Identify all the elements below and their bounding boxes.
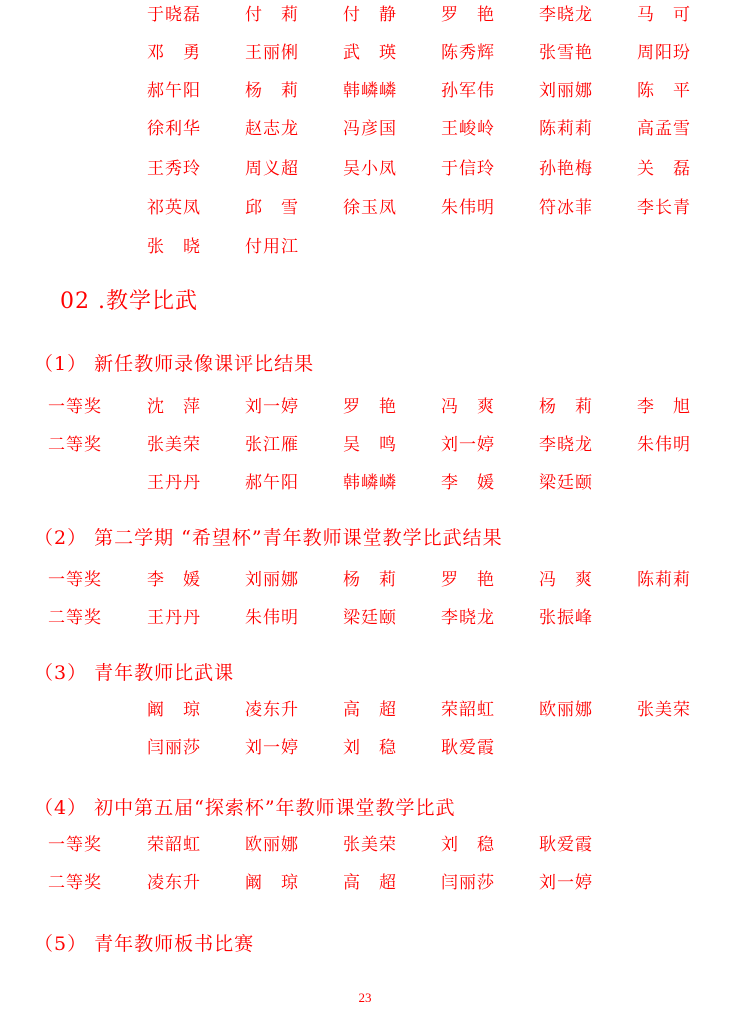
name-cell: 郝午阳 — [147, 81, 201, 101]
name-cell: 罗 艳 — [343, 397, 397, 417]
award-label: 二等奖 — [48, 873, 102, 893]
name-cell: 刘 稳 — [343, 738, 397, 758]
section-heading: 02 .教学比武 — [60, 289, 198, 314]
name-cell: 韩嶙嶙 — [343, 473, 397, 493]
name-cell: 梁廷颐 — [539, 473, 593, 493]
name-cell: 李 旭 — [637, 397, 691, 417]
name-cell: 张振峰 — [539, 608, 593, 628]
name-cell: 王秀玲 — [147, 159, 201, 179]
name-cell: 张雪艳 — [539, 43, 593, 63]
name-cell: 冯 爽 — [441, 397, 495, 417]
name-cell: 张江雁 — [245, 435, 299, 455]
name-cell: 邓 勇 — [147, 43, 201, 63]
name-cell: 吴 鸣 — [343, 435, 397, 455]
name-cell: 于晓磊 — [147, 5, 201, 25]
name-cell: 赵志龙 — [245, 119, 299, 139]
name-cell: 朱伟明 — [245, 608, 299, 628]
name-cell: 凌东升 — [147, 873, 201, 893]
award-label: 一等奖 — [48, 570, 102, 590]
name-cell: 李 媛 — [441, 473, 495, 493]
name-cell: 耿爱霞 — [539, 835, 593, 855]
name-cell: 朱伟明 — [637, 435, 691, 455]
name-cell: 张 晓 — [147, 237, 201, 257]
name-cell: 王丹丹 — [147, 608, 201, 628]
name-row — [0, 1, 730, 29]
name-cell: 周阳玢 — [637, 43, 691, 63]
subsection-title: （2） 第二学期 “希望杯”青年教师课堂教学比武结果 — [34, 527, 503, 549]
name-cell: 王丹丹 — [147, 473, 201, 493]
name-cell: 凌东升 — [245, 700, 299, 720]
award-label: 一等奖 — [48, 397, 102, 417]
name-cell: 付 静 — [343, 5, 397, 25]
name-cell: 于信玲 — [441, 159, 495, 179]
name-cell: 李晓龙 — [441, 608, 495, 628]
award-row — [0, 734, 730, 762]
name-cell: 徐利华 — [147, 119, 201, 139]
name-cell: 杨 莉 — [539, 397, 593, 417]
subsection-title: （5） 青年教师板书比赛 — [34, 933, 255, 955]
name-cell: 李长青 — [637, 198, 691, 218]
name-cell: 郝午阳 — [245, 473, 299, 493]
name-row — [0, 155, 730, 183]
name-cell: 欧丽娜 — [539, 700, 593, 720]
name-cell: 陈莉莉 — [637, 570, 691, 590]
award-row — [0, 469, 730, 497]
name-cell: 刘丽娜 — [539, 81, 593, 101]
name-cell: 陈莉莉 — [539, 119, 593, 139]
name-row — [0, 194, 730, 222]
name-cell: 关 磊 — [637, 159, 691, 179]
name-row — [0, 115, 730, 143]
name-cell: 罗 艳 — [441, 5, 495, 25]
name-cell: 阚 琼 — [147, 700, 201, 720]
name-cell: 欧丽娜 — [245, 835, 299, 855]
name-cell: 梁廷颐 — [343, 608, 397, 628]
award-label: 一等奖 — [48, 835, 102, 855]
award-row — [0, 869, 730, 897]
name-cell: 孙艳梅 — [539, 159, 593, 179]
name-cell: 付 莉 — [245, 5, 299, 25]
name-cell: 刘一婷 — [245, 397, 299, 417]
name-cell: 陈秀辉 — [441, 43, 495, 63]
name-cell: 陈 平 — [637, 81, 691, 101]
name-cell: 杨 莉 — [343, 570, 397, 590]
name-cell: 符冰菲 — [539, 198, 593, 218]
award-label: 二等奖 — [48, 608, 102, 628]
name-cell: 李晓龙 — [539, 5, 593, 25]
name-cell: 刘一婷 — [441, 435, 495, 455]
subsection-title: （4） 初中第五届“探索杯”年教师课堂教学比武 — [34, 797, 456, 819]
subsection-title: （3） 青年教师比武课 — [34, 662, 235, 684]
name-cell: 杨 莉 — [245, 81, 299, 101]
name-cell: 沈 萍 — [147, 397, 201, 417]
name-cell: 荣韶虹 — [147, 835, 201, 855]
name-cell: 武 瑛 — [343, 43, 397, 63]
name-cell: 刘 稳 — [441, 835, 495, 855]
name-cell: 冯 爽 — [539, 570, 593, 590]
name-cell: 张美荣 — [637, 700, 691, 720]
name-row — [0, 39, 730, 67]
name-cell: 高 超 — [343, 700, 397, 720]
name-cell: 王峻岭 — [441, 119, 495, 139]
name-cell: 马 可 — [637, 5, 691, 25]
subsection-title: （1） 新任教师录像课评比结果 — [34, 353, 315, 375]
name-cell: 刘一婷 — [539, 873, 593, 893]
name-cell: 阚 琼 — [245, 873, 299, 893]
name-cell: 张美荣 — [147, 435, 201, 455]
name-cell: 闫丽莎 — [147, 738, 201, 758]
name-cell: 朱伟明 — [441, 198, 495, 218]
award-row — [0, 566, 730, 594]
name-cell: 冯彦国 — [343, 119, 397, 139]
name-cell: 李晓龙 — [539, 435, 593, 455]
name-cell: 付用江 — [245, 237, 299, 257]
award-row — [0, 831, 730, 859]
name-cell: 祁英凤 — [147, 198, 201, 218]
name-cell: 周义超 — [245, 159, 299, 179]
page-number: 23 — [358, 990, 372, 1005]
name-cell: 闫丽莎 — [441, 873, 495, 893]
name-cell: 吴小凤 — [343, 159, 397, 179]
name-cell: 高孟雪 — [637, 119, 691, 139]
name-cell: 邱 雪 — [245, 198, 299, 218]
name-cell: 张美荣 — [343, 835, 397, 855]
award-label: 二等奖 — [48, 435, 102, 455]
name-cell: 刘丽娜 — [245, 570, 299, 590]
name-cell: 韩嶙嶙 — [343, 81, 397, 101]
award-row — [0, 431, 730, 459]
name-cell: 高 超 — [343, 873, 397, 893]
award-row — [0, 604, 730, 632]
name-cell: 王丽俐 — [245, 43, 299, 63]
name-cell: 荣韶虹 — [441, 700, 495, 720]
name-cell: 耿爱霞 — [441, 738, 495, 758]
name-cell: 徐玉凤 — [343, 198, 397, 218]
name-row — [0, 233, 730, 261]
name-cell: 孙军伟 — [441, 81, 495, 101]
name-cell: 罗 艳 — [441, 570, 495, 590]
award-row — [0, 393, 730, 421]
name-cell: 刘一婷 — [245, 738, 299, 758]
name-cell: 李 媛 — [147, 570, 201, 590]
award-row — [0, 696, 730, 724]
name-row — [0, 77, 730, 105]
